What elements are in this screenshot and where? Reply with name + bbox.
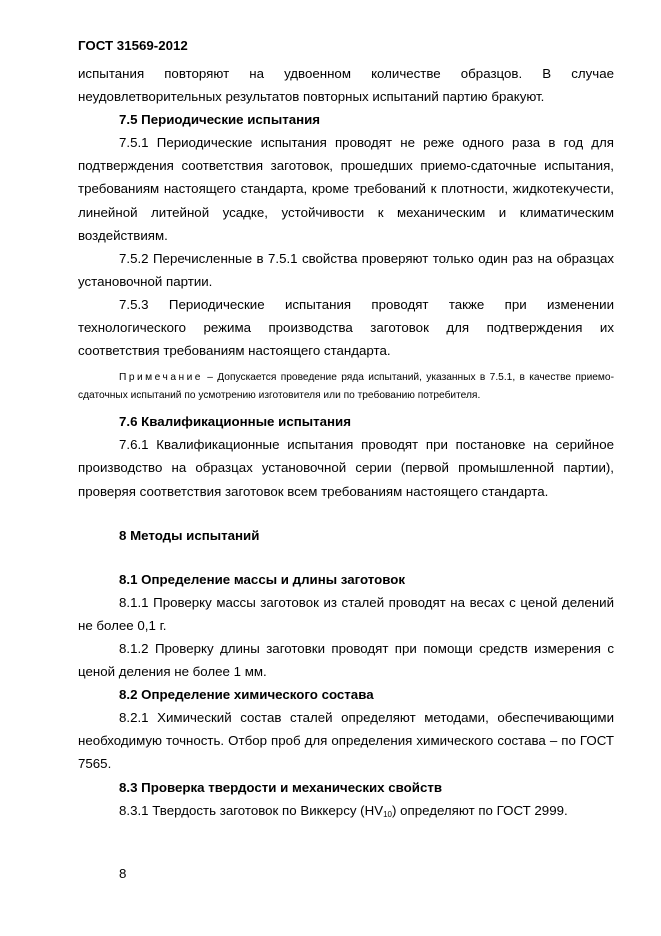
heading-7-5: 7.5 Периодические испытания bbox=[119, 112, 321, 128]
paragraph-8-2-1: 8.2.1 Химический состав сталей определяют методами, обеспечивающими необходимую точность. Отбор проб для определения химического состава – по ГОСТ 7565. bbox=[78, 710, 614, 772]
heading-7-6: 7.6 Квалификационные испытания bbox=[119, 414, 351, 430]
paragraph-8-1-1: 8.1.1 Проверку массы заготовок из сталей проводят на весах с ценой делений не более 0,1 г. bbox=[78, 594, 614, 633]
paragraph-7-5-3: 7.5.3 Периодические испытания проводят также при изменении технологического режима производства заготовок для подтверждения их соответствия требованиям настоящего стандарта. bbox=[78, 296, 614, 359]
heading-8-2: 8.2 Определение химического состава bbox=[119, 687, 374, 703]
heading-8-3: 8.3 Проверка твердости и механических свойств bbox=[119, 779, 443, 795]
note bbox=[78, 369, 614, 405]
hv-subscript: 10 bbox=[383, 809, 392, 819]
continuation-paragraph: испытания повторяют на удвоенном количестве образцов. В случае неудовлетворительных результатов повторных испытаний партию бракуют. bbox=[78, 66, 614, 105]
paragraph-7-5-2: 7.5.2 Перечисленные в 7.5.1 свойства проверяют только один раз на образцах установочной партии. bbox=[78, 250, 614, 289]
paragraph-8-3-1-tail: ) определяют по ГОСТ 2999. bbox=[392, 802, 568, 818]
paragraph-7-6-1: 7.6.1 Квалификационные испытания проводят при постановке на серийное производство на образцах установочной серии (первой промышленной партии), проверяя соответствия заготовок всем требованиям настоящего стандарта. bbox=[78, 437, 614, 499]
note-label: Примечание bbox=[119, 372, 203, 384]
paragraph-8-3-1 bbox=[78, 799, 614, 822]
paragraph-7-5-1: 7.5.1 Периодические испытания проводят не реже одного раза в год для подтверждения соответствия заготовок, прошедших приемо-сдаточные испытания, требованиям настоящего стандарта, кроме требований к плотности, жидкотекучести, линейной литейной усадке, устойчивости к механическим и климатическим воздействиям. bbox=[78, 135, 614, 243]
document-body bbox=[78, 62, 614, 822]
heading-8-1: 8.1 Определение массы и длины заготовок bbox=[119, 571, 405, 587]
paragraph-8-1-2: 8.1.2 Проверку длины заготовки проводят при помощи средств измерения с ценой деления не более 1 мм. bbox=[78, 640, 614, 680]
document-header: ГОСТ 31569-2012 bbox=[78, 38, 188, 53]
paragraph-8-3-1-text: 8.3.1 Твердость заготовок по Виккерсу (HV bbox=[119, 802, 384, 818]
page-number: 8 bbox=[119, 866, 127, 881]
heading-8: 8 Методы испытаний bbox=[119, 527, 260, 543]
note-text: – Допускается проведение ряда испытаний, указанных в 7.5.1, в качестве приемо-сдаточных испытаний по усмотрению изготовителя или по требованию потребителя. bbox=[78, 372, 614, 402]
